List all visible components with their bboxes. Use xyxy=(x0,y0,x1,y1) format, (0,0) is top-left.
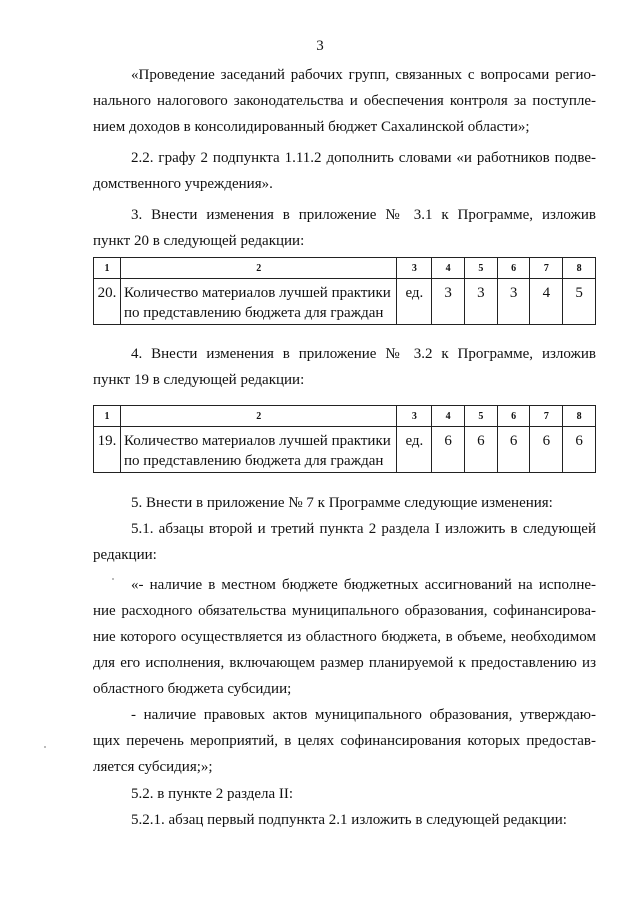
header-cell: 2 xyxy=(120,258,396,279)
header-cell: 5 xyxy=(465,258,498,279)
table-header-row xyxy=(94,406,596,427)
text-line: 5.1. абзацы второй и третий пункта 2 раздела I изложить в следующей xyxy=(131,521,596,537)
row-number: 19. xyxy=(94,427,121,473)
para-quote-2-line-2 xyxy=(93,728,596,755)
table-appendix-3-1 xyxy=(93,257,596,325)
header-cell: 2 xyxy=(120,406,396,427)
row-value: 3 xyxy=(465,279,498,325)
text-line: редакции: xyxy=(93,547,157,563)
para-5-2-1 xyxy=(93,807,596,834)
text-line: ляется субсидия;»; xyxy=(93,759,213,775)
para-5-2 xyxy=(93,781,596,808)
para-3 xyxy=(93,202,596,229)
para-5-1 xyxy=(93,516,596,543)
row-unit: ед. xyxy=(397,427,432,473)
text-line: 2.2. графу 2 подпункта 1.11.2 дополнить словами «и работников подве- xyxy=(131,150,596,166)
text-line: областного бюджета субсидии; xyxy=(93,681,292,697)
para-5 xyxy=(93,490,596,517)
header-cell: 4 xyxy=(432,406,465,427)
para-4-line-2 xyxy=(93,367,596,394)
para-quote-2 xyxy=(93,702,596,729)
row-indicator-name: Количество материалов лучшей практики по представлению бюджета для граждан xyxy=(120,279,396,325)
table-row xyxy=(94,427,596,473)
header-cell: 5 xyxy=(465,406,498,427)
header-cell: 4 xyxy=(432,258,465,279)
text-line: ние которого осуществляется из областного бюджета, в объеме, необходимом xyxy=(93,629,596,645)
header-cell: 7 xyxy=(530,406,563,427)
para-quote-1 xyxy=(93,572,596,599)
header-cell: 1 xyxy=(94,406,121,427)
table-row xyxy=(94,279,596,325)
scan-speck xyxy=(112,578,114,580)
scan-speck xyxy=(44,746,46,748)
row-value: 5 xyxy=(563,279,596,325)
para-quote-1-line-4 xyxy=(93,650,596,677)
para-quote-2-line-3 xyxy=(93,754,596,781)
para-quote-1-line-3 xyxy=(93,624,596,651)
text-line: домственного учреждения». xyxy=(93,176,273,192)
row-value: 6 xyxy=(530,427,563,473)
text-line: - наличие правовых актов муниципального образования, утверждаю- xyxy=(131,707,596,723)
text-line: щих перечень мероприятий, в целях софинансирования которых предостав- xyxy=(93,733,596,749)
para-working-groups xyxy=(93,62,596,89)
text-line: 5. Внести в приложение № 7 к Программе следующие изменения: xyxy=(131,495,553,511)
text-line: пункт 20 в следующей редакции: xyxy=(93,233,305,249)
row-indicator-name: Количество материалов лучшей практики по представлению бюджета для граждан xyxy=(120,427,396,473)
row-value: 4 xyxy=(530,279,563,325)
table-appendix-3-2 xyxy=(93,405,596,473)
text-line: 5.2. в пункте 2 раздела II: xyxy=(131,786,294,802)
header-cell: 7 xyxy=(530,258,563,279)
header-cell: 8 xyxy=(563,258,596,279)
text-line: нием доходов в консолидированный бюджет Сахалинской области»; xyxy=(93,119,530,135)
para-3-line-2 xyxy=(93,228,596,255)
para-working-groups-line-2 xyxy=(93,88,596,115)
page-number: 3 xyxy=(316,38,324,54)
row-value: 6 xyxy=(563,427,596,473)
para-5-1-line-2 xyxy=(93,542,596,569)
text-line: «- наличие в местном бюджете бюджетных ассигнований на исполне- xyxy=(131,577,596,593)
text-line: для его исполнения, включающем размер планируемой к предоставлению из xyxy=(93,655,596,671)
text-line: ние расходного обязательства муниципального образования, софинансирова- xyxy=(93,603,596,619)
row-value: 6 xyxy=(497,427,530,473)
para-quote-1-line-5 xyxy=(93,676,596,703)
text-line: 4. Внести изменения в приложение № 3.2 к Программе, изложив xyxy=(131,346,596,362)
header-cell: 3 xyxy=(397,258,432,279)
para-working-groups-line-3 xyxy=(93,114,596,141)
header-cell: 6 xyxy=(497,406,530,427)
row-value: 6 xyxy=(432,427,465,473)
header-cell: 1 xyxy=(94,258,121,279)
header-cell: 6 xyxy=(497,258,530,279)
para-2-2 xyxy=(93,145,596,172)
row-unit: ед. xyxy=(397,279,432,325)
text-line: 5.2.1. абзац первый подпункта 2.1 изложить в следующей редакции: xyxy=(131,812,567,828)
para-quote-1-line-2 xyxy=(93,598,596,625)
row-value: 6 xyxy=(465,427,498,473)
header-cell: 8 xyxy=(563,406,596,427)
para-2-2-line-2 xyxy=(93,171,596,198)
row-value: 3 xyxy=(432,279,465,325)
text-line: «Проведение заседаний рабочих групп, связанных с вопросами регио- xyxy=(131,67,596,83)
text-line: нального налогового законодательства и обеспечения контроля за поступле- xyxy=(93,93,596,109)
text-line: пункт 19 в следующей редакции: xyxy=(93,372,305,388)
table-header-row xyxy=(94,258,596,279)
text-line: 3. Внести изменения в приложение № 3.1 к Программе, изложив xyxy=(131,207,596,223)
row-value: 3 xyxy=(497,279,530,325)
header-cell: 3 xyxy=(397,406,432,427)
row-number: 20. xyxy=(94,279,121,325)
para-4 xyxy=(93,341,596,368)
